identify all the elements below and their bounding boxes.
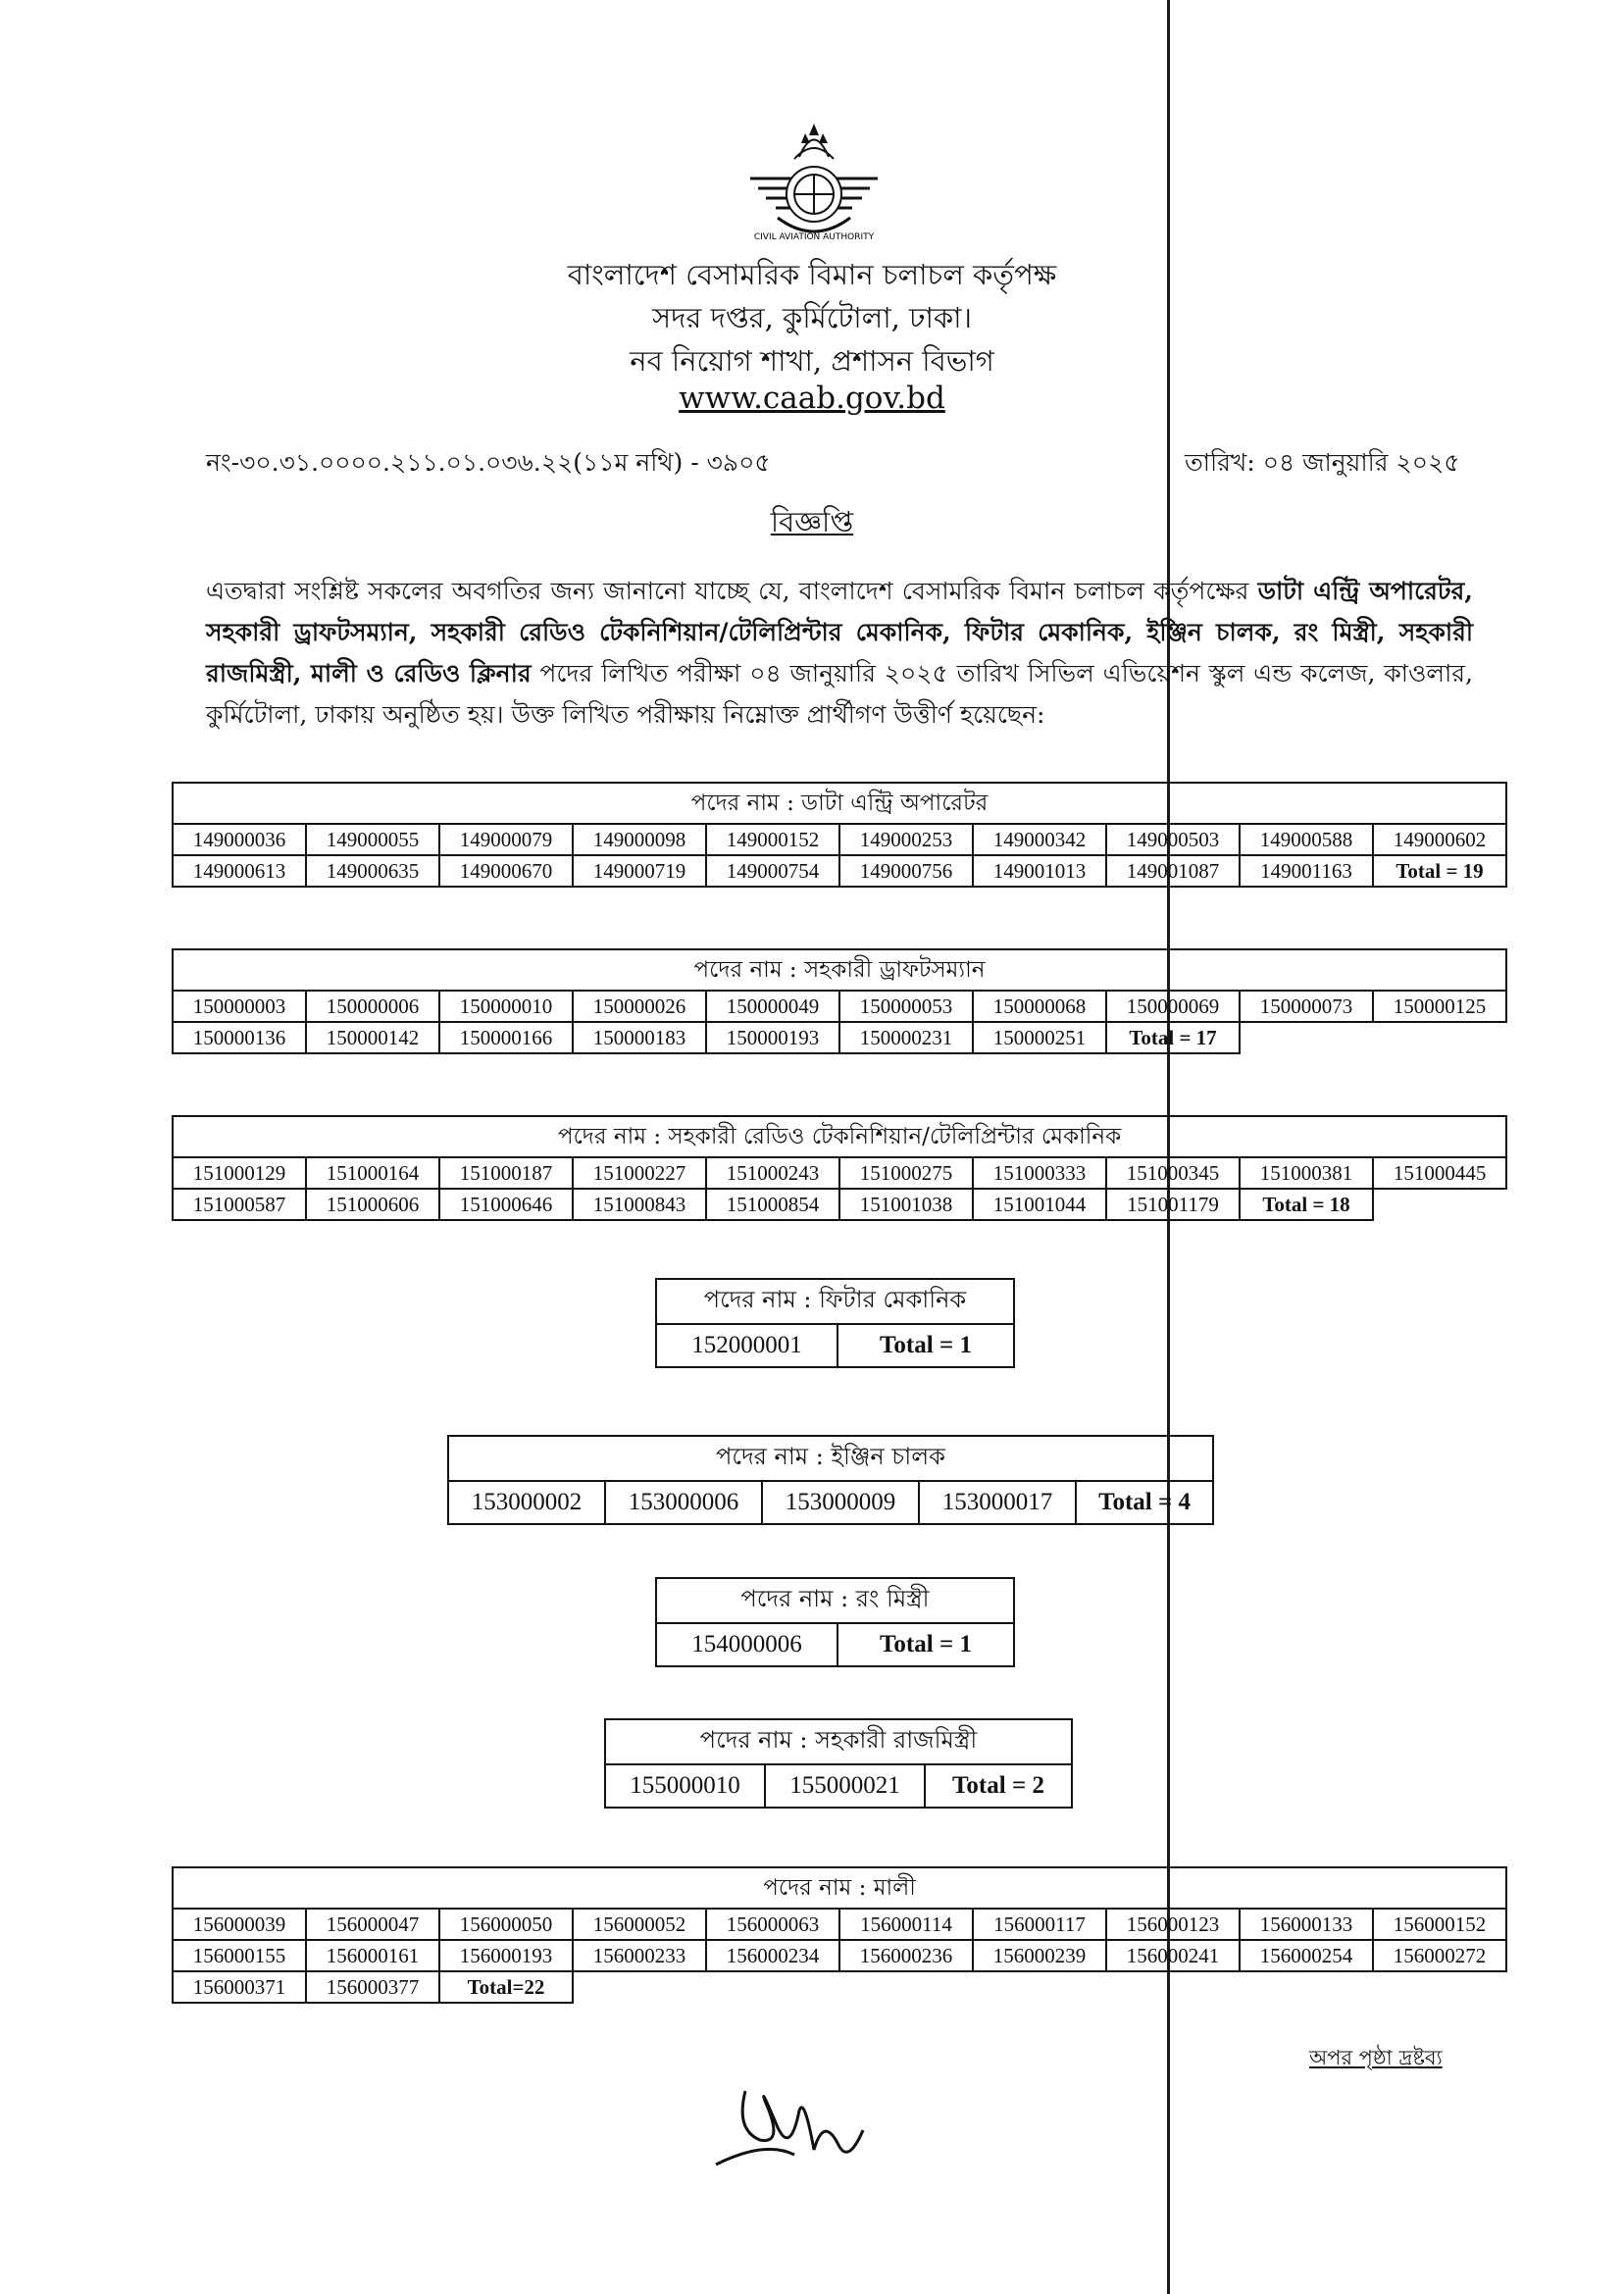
roll-number-cell: 152000001 bbox=[656, 1324, 837, 1367]
roll-number-cell: 151000381 bbox=[1240, 1157, 1373, 1189]
branch-name: নব নিয়োগ শাখা, প্রশাসন বিভাগ bbox=[630, 344, 994, 378]
roll-number-cell: 150000026 bbox=[573, 991, 706, 1022]
roll-number-cell: 150000183 bbox=[573, 1022, 706, 1053]
roll-number-cell: 151001179 bbox=[1106, 1189, 1240, 1220]
roll-number-cell: 156000239 bbox=[973, 1940, 1106, 1971]
post-name-title: পদের নাম : ডাটা এন্ট্রি অপারেটর bbox=[173, 783, 1506, 824]
post-name-title: পদের নাম : রং মিস্ত্রী bbox=[656, 1578, 1014, 1623]
table-row bbox=[173, 855, 1506, 887]
table-row bbox=[173, 1909, 1506, 1940]
roll-number-cell: 150000010 bbox=[439, 991, 573, 1022]
results-table bbox=[172, 1115, 1507, 1221]
roll-number-cell: 150000142 bbox=[306, 1022, 439, 1053]
roll-number-cell: 150000125 bbox=[1373, 991, 1506, 1022]
roll-number-cell: 156000047 bbox=[306, 1909, 439, 1940]
table-row bbox=[605, 1764, 1072, 1808]
org-name: বাংলাদেশ বেসামরিক বিমান চলাচল কর্তৃপক্ষ bbox=[567, 258, 1057, 291]
roll-number-cell: 149000756 bbox=[839, 855, 973, 887]
roll-number-cell: 156000234 bbox=[706, 1940, 839, 1971]
roll-number-cell: 156000161 bbox=[306, 1940, 439, 1971]
results-table bbox=[172, 948, 1507, 1054]
table-row bbox=[173, 991, 1506, 1022]
post-name-title: পদের নাম : সহকারী রাজমিস্ত্রী bbox=[605, 1719, 1072, 1764]
roll-number-cell: 151000164 bbox=[306, 1157, 439, 1189]
roll-number-cell: 150000006 bbox=[306, 991, 439, 1022]
roll-number-cell: 149000719 bbox=[573, 855, 706, 887]
roll-number-cell: 153000002 bbox=[448, 1481, 605, 1524]
total-cell: Total = 4 bbox=[1076, 1481, 1213, 1524]
total-cell: Total = 18 bbox=[1240, 1189, 1373, 1220]
total-cell: Total = 1 bbox=[837, 1324, 1014, 1367]
roll-number-cell: 151000129 bbox=[173, 1157, 306, 1189]
table-row bbox=[173, 1189, 1506, 1220]
roll-number-cell: 151000333 bbox=[973, 1157, 1106, 1189]
roll-number-cell: 156000123 bbox=[1106, 1909, 1240, 1940]
roll-number-cell: 156000254 bbox=[1240, 1940, 1373, 1971]
roll-number-cell: 149000635 bbox=[306, 855, 439, 887]
roll-number-cell: 151000187 bbox=[439, 1157, 573, 1189]
notice-body bbox=[206, 571, 1473, 736]
roll-number-cell: 151001038 bbox=[839, 1189, 973, 1220]
post-name-title: পদের নাম : ফিটার মেকানিক bbox=[656, 1279, 1014, 1324]
results-table bbox=[447, 1435, 1214, 1525]
roll-number-cell: 156000052 bbox=[573, 1909, 706, 1940]
roll-number-cell: 150000053 bbox=[839, 991, 973, 1022]
roll-number-cell: 156000371 bbox=[173, 1971, 306, 2003]
roll-number-cell: 156000272 bbox=[1373, 1940, 1506, 1971]
notice-title: বিজ্ঞপ্তি bbox=[770, 505, 854, 538]
roll-number-cell: 149001163 bbox=[1240, 855, 1373, 887]
roll-number-cell: 149000613 bbox=[173, 855, 306, 887]
post-name-title: পদের নাম : সহকারী রেডিও টেকনিশিয়ান/টেলিপ্রিন্টার মেকানিক bbox=[173, 1116, 1506, 1157]
roll-number-cell: 150000136 bbox=[173, 1022, 306, 1053]
roll-number-cell: 150000068 bbox=[973, 991, 1106, 1022]
roll-number-cell: 149000503 bbox=[1106, 824, 1240, 855]
roll-number-cell: 149000342 bbox=[973, 824, 1106, 855]
roll-number-cell: 150000069 bbox=[1106, 991, 1240, 1022]
body-posts: ডাটা এন্ট্রি অপারেটর, সহকারী ড্রাফটসম্যান, সহকারী রেডিও টেকনিশিয়ান/টেলিপ্রিন্টার মেকানিক, ফিটার মেকানিক, ইঞ্জিন চালক, রং মিস্ত্রী, সহকারী রাজমিস্ত্রী, মালী ও রেডিও ক্লিনার bbox=[206, 577, 1473, 688]
table-row bbox=[173, 1971, 1506, 2003]
roll-number-cell: 151001044 bbox=[973, 1189, 1106, 1220]
roll-number-cell: 156000155 bbox=[173, 1940, 306, 1971]
roll-number-cell: 156000377 bbox=[306, 1971, 439, 2003]
roll-number-cell: 149000602 bbox=[1373, 824, 1506, 855]
roll-number-cell: 149000754 bbox=[706, 855, 839, 887]
memo-date: তারিখ: ০৪ জানুয়ারি ২০২৫ bbox=[1185, 448, 1460, 477]
results-table bbox=[172, 782, 1507, 888]
table-row bbox=[173, 824, 1506, 855]
roll-number-cell: 156000233 bbox=[573, 1940, 706, 1971]
office-address: সদর দপ্তর, কুর্মিটোলা, ঢাকা। bbox=[652, 301, 972, 334]
roll-number-cell: 153000006 bbox=[605, 1481, 762, 1524]
continued-note: অপর পৃষ্ঠা দ্রষ্টব্য bbox=[1309, 2046, 1443, 2069]
roll-number-cell: 151000275 bbox=[839, 1157, 973, 1189]
roll-number-cell: 153000017 bbox=[919, 1481, 1076, 1524]
roll-number-cell: 150000166 bbox=[439, 1022, 573, 1053]
table-row bbox=[173, 1157, 1506, 1189]
roll-number-cell: 149000152 bbox=[706, 824, 839, 855]
roll-number-cell: 149001013 bbox=[973, 855, 1106, 887]
roll-number-cell: 149000036 bbox=[173, 824, 306, 855]
results-table bbox=[604, 1718, 1073, 1809]
roll-number-cell: 153000009 bbox=[762, 1481, 919, 1524]
roll-number-cell: 154000006 bbox=[656, 1623, 837, 1666]
results-table bbox=[172, 1866, 1507, 2004]
roll-number-cell: 156000193 bbox=[439, 1940, 573, 1971]
total-cell: Total = 17 bbox=[1106, 1022, 1240, 1053]
roll-number-cell: 151000243 bbox=[706, 1157, 839, 1189]
roll-number-cell: 150000231 bbox=[839, 1022, 973, 1053]
roll-number-cell: 156000117 bbox=[973, 1909, 1106, 1940]
signature bbox=[706, 2071, 873, 2179]
svg-text:CIVIL AVIATION AUTHORITY: CIVIL AVIATION AUTHORITY bbox=[753, 232, 875, 242]
roll-number-cell: 150000073 bbox=[1240, 991, 1373, 1022]
roll-number-cell: 156000133 bbox=[1240, 1909, 1373, 1940]
roll-number-cell: 156000050 bbox=[439, 1909, 573, 1940]
roll-number-cell: 155000010 bbox=[605, 1764, 765, 1808]
roll-number-cell: 151000227 bbox=[573, 1157, 706, 1189]
roll-number-cell: 156000114 bbox=[839, 1909, 973, 1940]
results-table bbox=[655, 1577, 1015, 1667]
roll-number-cell: 149000055 bbox=[306, 824, 439, 855]
roll-number-cell: 149000588 bbox=[1240, 824, 1373, 855]
roll-number-cell: 151000587 bbox=[173, 1189, 306, 1220]
roll-number-cell: 149000079 bbox=[439, 824, 573, 855]
total-cell: Total = 1 bbox=[837, 1623, 1014, 1666]
roll-number-cell: 150000251 bbox=[973, 1022, 1106, 1053]
post-name-title: পদের নাম : মালী bbox=[173, 1867, 1506, 1909]
roll-number-cell: 151000345 bbox=[1106, 1157, 1240, 1189]
roll-number-cell: 156000241 bbox=[1106, 1940, 1240, 1971]
total-cell: Total = 19 bbox=[1373, 855, 1506, 887]
body-rest: পদের লিখিত পরীক্ষা ০৪ জানুয়ারি ২০২৫ তারিখ সিভিল এভিয়েশন স্কুল এন্ড কলেজ, কাওলার, কুর্মিটোলা, ঢাকায় অনুষ্ঠিত হয়। উক্ত লিখিত পরীক্ষায় নিম্নোক্ত প্রার্থীগণ উত্তীর্ণ হয়েছেন: bbox=[206, 659, 1473, 729]
table-row bbox=[173, 1022, 1506, 1053]
table-row bbox=[656, 1623, 1014, 1666]
roll-number-cell: 151000606 bbox=[306, 1189, 439, 1220]
roll-number-cell: 149000253 bbox=[839, 824, 973, 855]
caab-emblem-icon bbox=[740, 118, 888, 255]
table-row bbox=[656, 1324, 1014, 1367]
roll-number-cell: 155000021 bbox=[765, 1764, 925, 1808]
roll-number-cell: 156000039 bbox=[173, 1909, 306, 1940]
body-intro: এতদ্বারা সংশ্লিষ্ট সকলের অবগতির জন্য জানানো যাচ্ছে যে, বাংলাদেশ বেসামরিক বিমান চলাচল কর্তৃপক্ষের bbox=[206, 577, 1258, 605]
results-table bbox=[655, 1278, 1015, 1368]
post-name-title: পদের নাম : সহকারী ড্রাফটসম্যান bbox=[173, 949, 1506, 991]
roll-number-cell: 150000193 bbox=[706, 1022, 839, 1053]
roll-number-cell: 151000854 bbox=[706, 1189, 839, 1220]
roll-number-cell: 156000236 bbox=[839, 1940, 973, 1971]
roll-number-cell: 151000445 bbox=[1373, 1157, 1506, 1189]
roll-number-cell: 149000098 bbox=[573, 824, 706, 855]
roll-number-cell: 150000003 bbox=[173, 991, 306, 1022]
table-row bbox=[448, 1481, 1213, 1524]
roll-number-cell: 149001087 bbox=[1106, 855, 1240, 887]
roll-number-cell: 151000843 bbox=[573, 1189, 706, 1220]
total-cell: Total = 2 bbox=[925, 1764, 1072, 1808]
total-cell: Total=22 bbox=[439, 1971, 573, 2003]
roll-number-cell: 156000063 bbox=[706, 1909, 839, 1940]
memo-number: নং-৩০.৩১.০০০০.২১১.০১.০৩৬.২২(১১ম নথি) - ৩৯০৫ bbox=[206, 448, 771, 477]
roll-number-cell: 156000152 bbox=[1373, 1909, 1506, 1940]
roll-number-cell: 149000670 bbox=[439, 855, 573, 887]
website-link[interactable]: www.caab.gov.bd bbox=[679, 381, 945, 416]
roll-number-cell: 150000049 bbox=[706, 991, 839, 1022]
post-name-title: পদের নাম : ইঞ্জিন চালক bbox=[448, 1436, 1213, 1481]
roll-number-cell: 151000646 bbox=[439, 1189, 573, 1220]
table-row bbox=[173, 1940, 1506, 1971]
